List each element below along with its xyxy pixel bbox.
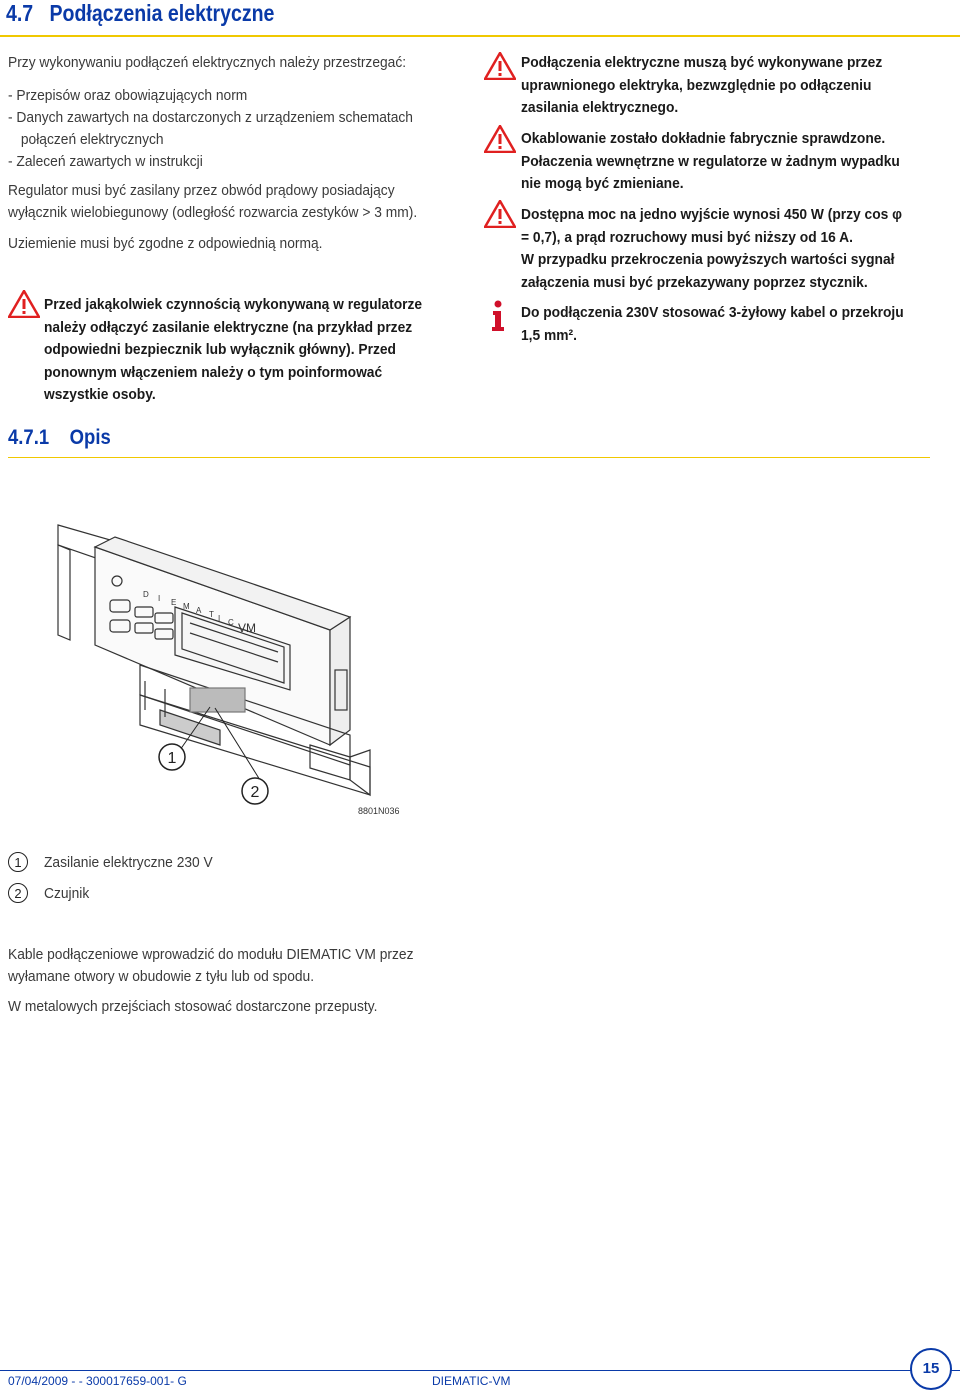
subsection-heading: Opis [69, 426, 111, 449]
info-line: Do podłączenia 230V stosować 3-żyłowy kabel o przekroju [521, 304, 904, 321]
list-item: - Danych zawartych na dostarczonych z urządzeniem schematach [8, 109, 413, 126]
footer-rule [0, 1370, 960, 1371]
warning-line: Okablowanie zostało dokładnie fabrycznie sprawdzone. [521, 130, 886, 147]
warning-line: Przed jakąkolwiek czynnością wykonywaną w regulatorze [44, 296, 423, 313]
legend-text: Czujnik [44, 885, 90, 902]
callout-2: 2 [250, 784, 260, 801]
info-line: 1,5 mm². [521, 326, 577, 344]
list-item: połączeń elektrycznych [20, 131, 164, 148]
info-text [521, 302, 929, 347]
warning-line: nie mogą być zmieniane. [521, 175, 684, 192]
brand-letter: T [209, 610, 214, 619]
warning-line: odpowiedni bezpiecznik lub wyłącznik główny). Przed [44, 341, 396, 358]
warning-line: ponownym włączeniem należy o tym poinformować [44, 363, 383, 381]
footer-product: DIEMATIC-VM [432, 1374, 511, 1388]
legend-number: 2 [8, 883, 28, 903]
cables-line: wyłamane otwory w obudowie z tyłu lub od spodu. [8, 968, 315, 985]
intro-text: Przy wykonywaniu podłączeń elektrycznych należy przestrzegać: [8, 54, 407, 71]
warning-line: = 0,7), a prąd rozruchowy musi być niższy od 16 A. [521, 228, 853, 246]
diematic-vm-illustration [50, 495, 430, 825]
requirements-list [8, 85, 486, 173]
warning-text-left [44, 294, 461, 407]
list-item: - Przepisów oraz obowiązujących norm [8, 87, 248, 104]
warning-line: Podłączenia elektryczne muszą być wykonywane przez [521, 54, 883, 71]
power-line-2: wyłącznik wielobiegunowy (odległość rozwarcia zestyków > 3 mm). [8, 204, 418, 221]
brand-model: VM [238, 621, 256, 635]
subsection-rule [8, 457, 930, 458]
warning-line: załączenia musi być przekazywany poprzez stycznik. [521, 273, 868, 291]
warning-icon [8, 290, 40, 318]
device-figure [50, 495, 430, 825]
subsection-title [8, 426, 111, 450]
warning-text-power [521, 204, 929, 294]
brand-letter: E [171, 598, 177, 607]
warning-icon [484, 52, 516, 80]
warning-line: Połaczenia wewnętrzne w regulatorze w żadnym wypadku [521, 152, 900, 170]
cables-line: Kable podłączeniowe wprowadzić do modułu DIEMATIC VM przez [8, 946, 414, 963]
warning-line: należy odłączyć zasilanie elektryczne (na przykład przez [44, 318, 413, 336]
warning-line: Dostępna moc na jedno wyjście wynosi 450 W (przy cos φ [521, 206, 903, 223]
section-number: 4.7 [6, 0, 34, 26]
brand-letter: M [183, 602, 190, 611]
page-number: 15 [922, 1360, 940, 1377]
brand-letter: I [158, 594, 161, 603]
warning-line: W przypadku przekroczenia powyższych wartości sygnał [521, 251, 895, 268]
callout-1: 1 [167, 750, 177, 767]
grommets-paragraph: W metalowych przejściach stosować dostarczone przepusty. [8, 998, 378, 1015]
footer-date-code: 07/04/2009 - - 300017659-001- G [8, 1374, 187, 1388]
brand-letter: D [143, 590, 149, 599]
cables-paragraph [8, 944, 486, 988]
header-rule [0, 35, 960, 37]
warning-icon [484, 200, 516, 228]
power-paragraph [8, 180, 486, 224]
grounding-text: Uziemienie musi być zgodne z odpowiednią normą. [8, 235, 323, 252]
info-icon [488, 300, 508, 332]
power-line-1: Regulator musi być zasilany przez obwód prądowy posiadający [8, 182, 395, 199]
warning-text-electrician [521, 52, 929, 120]
brand-letter: I [218, 614, 221, 623]
legend-number: 1 [8, 852, 28, 872]
warning-line: uprawnionego elektryka, bezwzględnie po odłączeniu [521, 76, 872, 94]
page-number-badge [910, 1348, 952, 1390]
brand-letter: A [196, 606, 202, 615]
warning-icon [484, 125, 516, 153]
section-heading: Podłączenia elektryczne [49, 0, 275, 26]
list-item: - Zaleceń zawartych w instrukcji [8, 153, 203, 170]
warning-line: zasilania elektrycznego. [521, 99, 679, 116]
figure-code: 8801N036 [358, 806, 400, 816]
warning-text-wiring [521, 128, 929, 196]
subsection-number: 4.7.1 [8, 426, 50, 449]
legend-text: Zasilanie elektryczne 230 V [44, 854, 213, 871]
section-title [6, 0, 274, 27]
brand-letter: C [228, 618, 234, 627]
warning-line: wszystkie osoby. [44, 386, 156, 403]
